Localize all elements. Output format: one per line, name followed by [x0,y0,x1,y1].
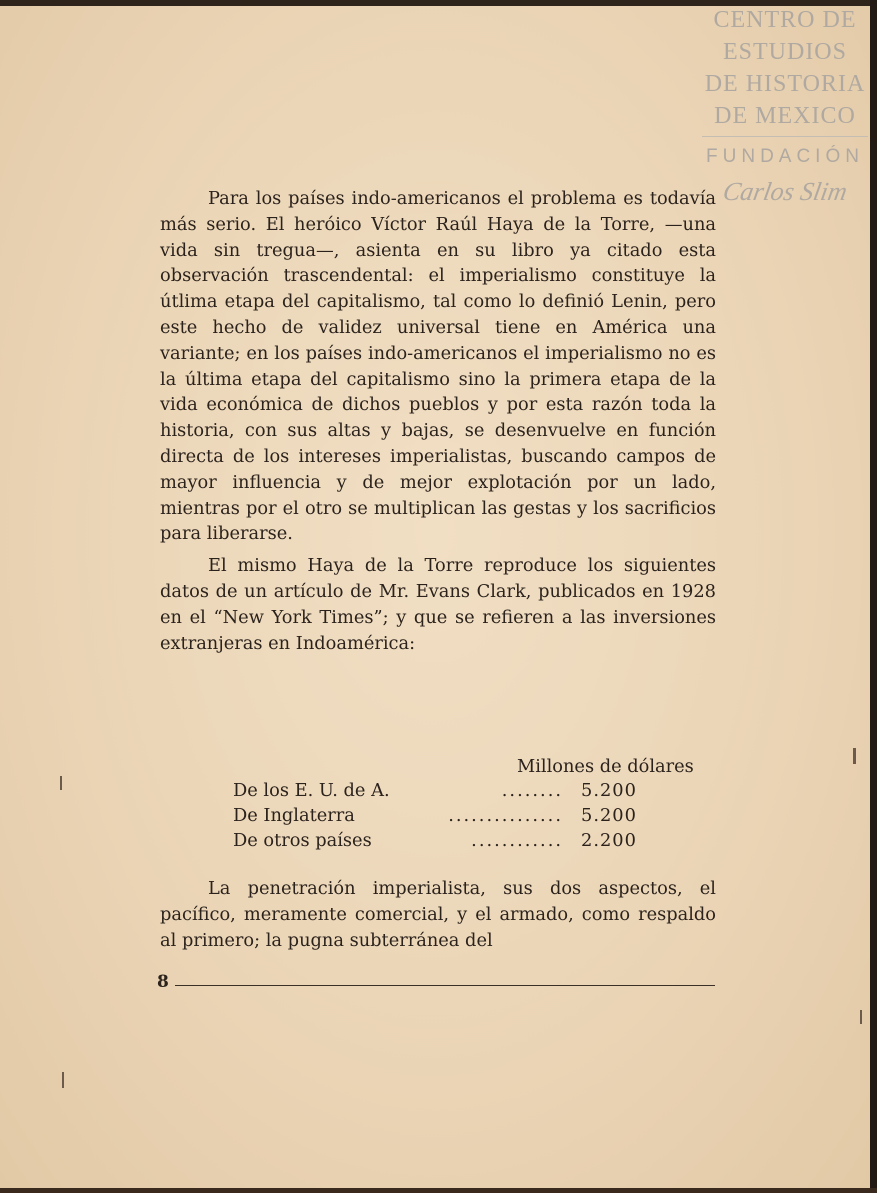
footer-rule [175,985,715,986]
scan-edge-top [0,0,877,6]
watermark-signature: Carlos Slim [720,177,850,206]
paper-blemish [62,1072,64,1088]
scan-edge-right [870,0,877,1193]
paper-blemish [860,1010,862,1024]
paragraph-2: El mismo Haya de la Torre reproduce los siguientes datos de un artículo de Mr. Evans Clark, publicados en 1928 en el “New York Times”; y que se refieren a las inversiones extranjeras en Indoamérica: [160,555,716,654]
table-row [233,830,653,854]
paragraph-1: Para los países indo-americanos el problema es todavía más serio. El heróico Víctor Raúl Haya de la Torre, —una vida sin tregua—, asienta en su libro ya citado esta observación trascendental: el imperialismo constituye la útlima etapa del capitalismo, tal como lo definió Lenin, pero este hecho de validez universal tiene en América una variante; en los países indo-americanos el imperialismo no es la última etapa del capitalismo sino la primera etapa de la vida económica de dichos pueblos y por esta razón toda la historia, con sus altas y bajas, se desenvuelve en función directa de los intereses imperialistas, buscando campos de mayor influencia y de mejor explotación por un lado, mientras por el otro se multiplican las gestas y los sacrificios para liberarse. [160,188,716,545]
archive-watermark [700,4,870,209]
row-value: 5.200 [581,780,637,801]
row-leader-dots: ........ [501,780,563,801]
row-label: De otros países [233,830,372,851]
paper-blemish [853,748,856,764]
table-header: Millones de dólares [517,756,694,777]
watermark-fundacion: FUNDACIÓN [706,146,864,167]
row-leader-dots: ............ [471,830,563,851]
table-row [233,805,653,829]
row-leader-dots: ............... [448,805,563,826]
row-label: De los E. U. de A. [233,780,390,801]
row-label: De Inglaterra [233,805,355,826]
body-text-top [160,186,716,656]
watermark-line-4: DE MEXICO [714,103,856,129]
paper-blemish [60,776,62,790]
row-value: 5.200 [581,805,637,826]
watermark-divider [702,136,868,137]
watermark-line-1: CENTRO DE [713,7,857,33]
table-row [233,780,653,804]
scan-edge-bottom [0,1188,877,1193]
row-value: 2.200 [581,830,637,851]
paragraph-3: La penetración imperialista, sus dos aspectos, el pacífico, meramente comercial, y el armado, como respaldo al primero; la pugna subterránea del [160,878,716,951]
watermark-line-2: ESTUDIOS [722,39,847,65]
body-text-bottom [160,876,716,953]
watermark-line-3: DE HISTORIA [704,71,866,97]
page-number: 8 [157,972,169,992]
